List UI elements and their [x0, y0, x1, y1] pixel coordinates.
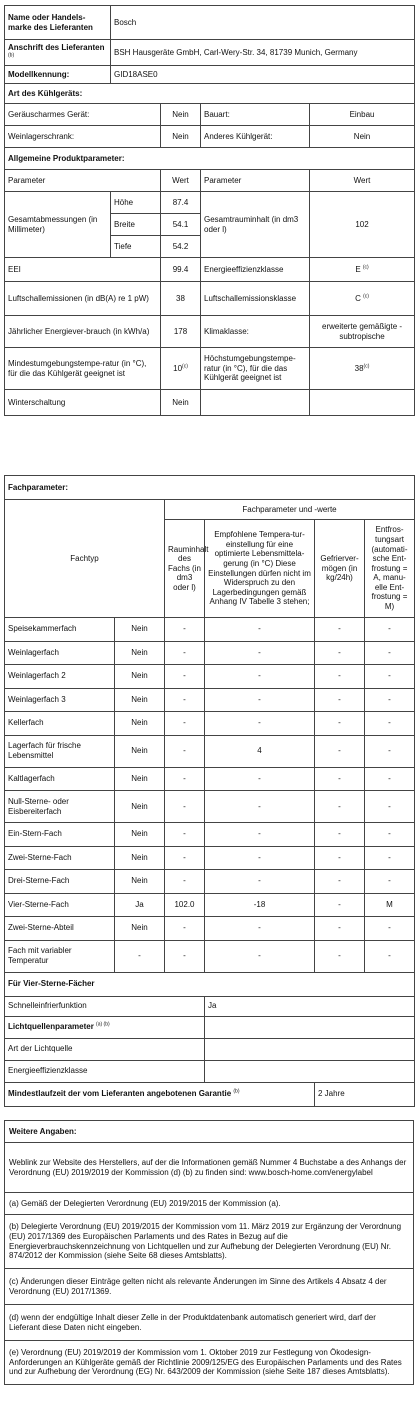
min-ambient-temp-label: Mindestumgebungstempe-ratur (in °C), für die das Kühlgerät geeignet ist — [5, 348, 161, 390]
compartment-defrost-type: - — [365, 665, 415, 689]
footnote-ref: (b) — [233, 1088, 240, 1095]
empty-cell — [205, 1016, 415, 1038]
footnote-ref: (c) — [182, 363, 188, 370]
compartment-row — [5, 791, 415, 823]
compartment-row — [5, 665, 415, 689]
supplier-address-label-cell — [5, 40, 111, 66]
noise-class-cell — [310, 282, 415, 316]
compartment-defrost-type: - — [365, 940, 415, 972]
compartment-name: Weinlagerfach — [5, 641, 115, 665]
compartment-temperature: - — [205, 791, 315, 823]
compartment-defrost-type: - — [365, 618, 415, 642]
compartment-present: Nein — [115, 917, 165, 941]
other-appliance-value: Nein — [310, 126, 415, 148]
compartment-freezing-capacity: - — [315, 688, 365, 712]
compartment-defrost-type: M — [365, 893, 415, 917]
compartment-row — [5, 917, 415, 941]
compartment-freezing-capacity: - — [315, 735, 365, 767]
col-header-parameter-2: Parameter — [201, 170, 310, 192]
compartment-defrost-type: - — [365, 767, 415, 791]
footnote-d: (d) wenn der endgültige Inhalt dieser Zelle in der Produktdatenbank automatisch generiert wird, darf der Lieferant diese Daten nicht eingeben. — [5, 1305, 414, 1341]
general-params-heading: Allgemeine Produktparameter: — [5, 148, 415, 170]
compartment-defrost-type: - — [365, 688, 415, 712]
compartment-temperature: - — [205, 870, 315, 894]
compartment-name: Fach mit variabler Temperatur — [5, 940, 115, 972]
compartment-freezing-capacity: - — [315, 641, 365, 665]
supplier-name-value: Bosch — [111, 6, 415, 40]
compartment-temperature: - — [205, 846, 315, 870]
compartment-present: Nein — [115, 791, 165, 823]
max-ambient-temp-cell — [310, 348, 415, 390]
compartment-params-heading: Fachparameter: — [5, 476, 415, 500]
footnote-ref: (b) — [8, 51, 15, 58]
height-value: 87.4 — [161, 192, 201, 214]
compartment-volume: - — [165, 618, 205, 642]
height-label: Höhe — [111, 192, 161, 214]
compartment-present: Nein — [115, 712, 165, 736]
compartment-defrost-type: - — [365, 791, 415, 823]
compartment-row — [5, 823, 415, 847]
compartment-name: Speisekammerfach — [5, 618, 115, 642]
climate-class-label: Klimaklasse: — [201, 316, 310, 348]
compartment-temperature: - — [205, 917, 315, 941]
product-info-table — [4, 5, 415, 416]
compartment-present: - — [115, 940, 165, 972]
compartment-row — [5, 712, 415, 736]
light-source-heading-cell — [5, 1016, 205, 1038]
compartment-present: Nein — [115, 767, 165, 791]
compartment-volume: - — [165, 767, 205, 791]
compartment-volume: 102.0 — [165, 893, 205, 917]
compartment-volume: - — [165, 735, 205, 767]
empty-cell — [201, 390, 310, 416]
fast-freeze-value: Ja — [205, 996, 415, 1016]
compartment-row — [5, 893, 415, 917]
noise-class-label: Luftschallemissionsklasse — [201, 282, 310, 316]
compartment-volume: - — [165, 665, 205, 689]
annual-energy-label: Jährlicher Energiever-brauch (in kWh/a) — [5, 316, 161, 348]
footnote-c: (c) Änderungen dieser Einträge gelten nicht als relevante Änderungen im Sinne des Artikels 4 Absatz 4 der Verordnung (EU) 2017/1369. — [5, 1269, 414, 1305]
compartment-defrost-type: - — [365, 712, 415, 736]
light-source-heading: Lichtquellenparameter — [8, 1022, 94, 1032]
compartment-present: Nein — [115, 665, 165, 689]
footnote-e: (e) Verordnung (EU) 2019/2019 der Kommission vom 1. Oktober 2019 zur Festlegung von Ökodesign-Anforderungen an Kühlgeräte gemäß der Richtlinie 2009/125/EG des Europäischen Parlaments und des Rates und zur Aufhebung der Verordnung (EG) Nr. 643/2009 der Kommission (siehe Seite 187 dieses Amtsblatts). — [5, 1341, 414, 1385]
fast-freeze-label: Schnelleinfrierfunktion — [5, 996, 205, 1016]
footnote-a: (a) Gemäß der Delegierten Verordnung (EU) 2019/2015 der Kommission (a). — [5, 1193, 414, 1215]
compartment-defrost-type: - — [365, 846, 415, 870]
compartment-freezing-capacity: - — [315, 791, 365, 823]
compartment-temperature: - — [205, 712, 315, 736]
noise-value: 38 — [161, 282, 201, 316]
compartment-defrost-type: - — [365, 917, 415, 941]
compartment-type-header: Fachtyp — [5, 500, 165, 618]
compartment-present: Nein — [115, 735, 165, 767]
compartment-name: Weinlagerfach 3 — [5, 688, 115, 712]
compartment-volume: - — [165, 870, 205, 894]
compartment-present: Nein — [115, 823, 165, 847]
compartment-row — [5, 618, 415, 642]
wine-cabinet-label: Weinlagerschrank: — [5, 126, 161, 148]
supplier-name-label: Name oder Handels-marke des Lieferanten — [5, 6, 111, 40]
compartment-temperature: 4 — [205, 735, 315, 767]
compartment-name: Zwei-Sterne-Abteil — [5, 917, 115, 941]
model-value: GID18ASE0 — [111, 66, 415, 84]
compartment-freezing-capacity: - — [315, 665, 365, 689]
compartment-defrost-type: - — [365, 735, 415, 767]
compartment-freezing-capacity: - — [315, 712, 365, 736]
compartment-temperature: - — [205, 940, 315, 972]
compartment-volume: - — [165, 688, 205, 712]
max-ambient-temp-label: Höchstumgebungstempe-ratur (in °C), für die das Kühlgerät geeignet ist — [201, 348, 310, 390]
compartment-row — [5, 940, 415, 972]
col-header-value-2: Wert — [310, 170, 415, 192]
compartment-freezing-capacity: - — [315, 940, 365, 972]
noise-class-value: C — [355, 293, 361, 303]
further-info-table — [4, 1120, 414, 1385]
compartment-freezing-capacity: - — [315, 917, 365, 941]
max-ambient-temp-value: 38 — [354, 363, 364, 373]
min-ambient-temp-value: 10 — [173, 363, 183, 373]
compartment-temperature: - — [205, 641, 315, 665]
compartment-row — [5, 767, 415, 791]
dimensions-label: Gesamtabmessungen (in Millimeter) — [5, 192, 111, 258]
total-volume-value: 102 — [310, 192, 415, 258]
design-value: Einbau — [310, 104, 415, 126]
model-label: Modellkennung: — [5, 66, 111, 84]
compartment-present: Nein — [115, 870, 165, 894]
footnote-ref: (c) — [363, 363, 370, 370]
compartment-present: Nein — [115, 688, 165, 712]
compartment-temperature: -18 — [205, 893, 315, 917]
compartment-row — [5, 870, 415, 894]
footnote-ref: (c) — [362, 264, 369, 271]
four-star-heading: Für Vier-Sterne-Fächer — [5, 972, 415, 996]
winter-switch-value: Nein — [161, 390, 201, 416]
other-appliance-label: Anderes Kühlgerät: — [201, 126, 310, 148]
low-noise-value: Nein — [161, 104, 201, 126]
low-noise-label: Geräuscharmes Gerät: — [5, 104, 161, 126]
design-label: Bauart: — [201, 104, 310, 126]
appliance-type-heading: Art des Kühlgeräts: — [5, 84, 415, 104]
compartment-volume: - — [165, 940, 205, 972]
compartment-temperature: - — [205, 665, 315, 689]
footnote-ref: (c) — [363, 293, 369, 300]
compartment-defrost-type: - — [365, 641, 415, 665]
compartment-present: Nein — [115, 618, 165, 642]
compartment-name: Zwei-Sterne-Fach — [5, 846, 115, 870]
further-info-heading: Weitere Angaben: — [5, 1121, 414, 1143]
empty-cell — [205, 1060, 415, 1082]
energy-class-cell — [310, 258, 415, 282]
compartment-name: Drei-Sterne-Fach — [5, 870, 115, 894]
compartment-freezing-capacity: - — [315, 823, 365, 847]
compartment-volume: - — [165, 791, 205, 823]
compartment-freezing-capacity: - — [315, 618, 365, 642]
empty-cell — [310, 390, 415, 416]
compartment-volume: - — [165, 712, 205, 736]
compartment-present: Nein — [115, 641, 165, 665]
light-source-type-label: Art der Lichtquelle — [5, 1038, 205, 1060]
compartment-volume: - — [165, 846, 205, 870]
noise-label: Luftschallemissionen (in dB(A) re 1 pW) — [5, 282, 161, 316]
energy-class-value: E — [355, 264, 361, 274]
compartment-values-group-header: Fachparameter und -werte — [165, 500, 415, 520]
col-header-parameter: Parameter — [5, 170, 161, 192]
total-volume-label: Gesamtrauminhalt (in dm3 oder l) — [201, 192, 310, 258]
eei-label: EEI — [5, 258, 161, 282]
warranty-label-cell — [5, 1082, 315, 1106]
min-ambient-temp-cell — [161, 348, 201, 390]
depth-value: 54.2 — [161, 236, 201, 258]
compartment-freezing-capacity: - — [315, 893, 365, 917]
compartment-name: Vier-Sterne-Fach — [5, 893, 115, 917]
compartment-temperature: - — [205, 618, 315, 642]
compartment-table — [4, 475, 415, 1107]
col-header-freezing-capacity: Gefrierver-mögen (in kg/24h) — [315, 520, 365, 618]
compartment-freezing-capacity: - — [315, 846, 365, 870]
energy-class-label: Energieeffizienzklasse — [201, 258, 310, 282]
warranty-value: 2 Jahre — [315, 1082, 415, 1106]
compartment-freezing-capacity: - — [315, 767, 365, 791]
compartment-defrost-type: - — [365, 870, 415, 894]
annual-energy-value: 178 — [161, 316, 201, 348]
compartment-volume: - — [165, 917, 205, 941]
compartment-name: Kaltlagerfach — [5, 767, 115, 791]
compartment-freezing-capacity: - — [315, 870, 365, 894]
compartment-defrost-type: - — [365, 823, 415, 847]
compartment-volume: - — [165, 823, 205, 847]
compartment-row — [5, 846, 415, 870]
climate-class-value: erweiterte gemäßigte - subtropische — [310, 316, 415, 348]
compartment-present: Nein — [115, 846, 165, 870]
col-header-volume: Rauminhalt des Fachs (in dm3 oder l) — [165, 520, 205, 618]
compartment-row — [5, 688, 415, 712]
footnote-ref: (a) (b) — [96, 1021, 110, 1028]
width-value: 54.1 — [161, 214, 201, 236]
col-header-temperature: Empfohlene Tempera-tur-einstellung für eine optimierte Lebensmittela-gerung (in °C) Diese Einstellungen dürfen nicht im Widerspruch zu den Lagerbedingungen gemäß Anhang IV Tabelle 3 stehen; — [205, 520, 315, 618]
compartment-row — [5, 735, 415, 767]
winter-switch-label: Winterschaltung — [5, 390, 161, 416]
supplier-address-label: Anschrift des Lieferanten — [8, 42, 105, 52]
compartment-temperature: - — [205, 767, 315, 791]
eei-value: 99.4 — [161, 258, 201, 282]
depth-label: Tiefe — [111, 236, 161, 258]
compartment-name: Lagerfach für frische Lebensmittel — [5, 735, 115, 767]
supplier-address-value: BSH Hausgeräte GmbH, Carl-Wery-Str. 34, 81739 Munich, Germany — [111, 40, 415, 66]
manufacturer-weblink-text: Weblink zur Website des Herstellers, auf der die Informationen gemäß Nummer 4 Buchstabe a des Anhangs der Verordnung (EU) 2019/2019 der Kommission (d) (b) zu finden sind: www.bosch-home.com/energylabel — [5, 1143, 414, 1193]
width-label: Breite — [111, 214, 161, 236]
compartment-temperature: - — [205, 823, 315, 847]
compartment-name: Weinlagerfach 2 — [5, 665, 115, 689]
compartment-present: Ja — [115, 893, 165, 917]
col-header-defrost-type: Entfros-tungsart (automati-sche Ent-frostung = A, manu-elle Ent-frostung = M) — [365, 520, 415, 618]
compartment-name: Ein-Stern-Fach — [5, 823, 115, 847]
compartment-row — [5, 641, 415, 665]
warranty-label: Mindestlaufzeit der vom Lieferanten angebotenen Garantie — [8, 1089, 232, 1099]
col-header-value: Wert — [161, 170, 201, 192]
wine-cabinet-value: Nein — [161, 126, 201, 148]
compartment-temperature: - — [205, 688, 315, 712]
compartment-name: Kellerfach — [5, 712, 115, 736]
light-source-class-label: Energieeffizienzklasse — [5, 1060, 205, 1082]
compartment-volume: - — [165, 641, 205, 665]
empty-cell — [205, 1038, 415, 1060]
footnote-b: (b) Delegierte Verordnung (EU) 2019/2015 der Kommission vom 11. März 2019 zur Ergänzung der Verordnung (EU) 2017/1369 des Europäischen Parlaments und des Rates in Bezug auf die Energieverbrauchskennzeichnung von Lichtquellen und zur Aufhebung der Delegierten Verordnung (EU) Nr. 874/2012 der Kommission (siehe Seite 68 dieses Amtsblatts). — [5, 1215, 414, 1269]
compartment-name: Null-Sterne- oder Eisbereiterfach — [5, 791, 115, 823]
